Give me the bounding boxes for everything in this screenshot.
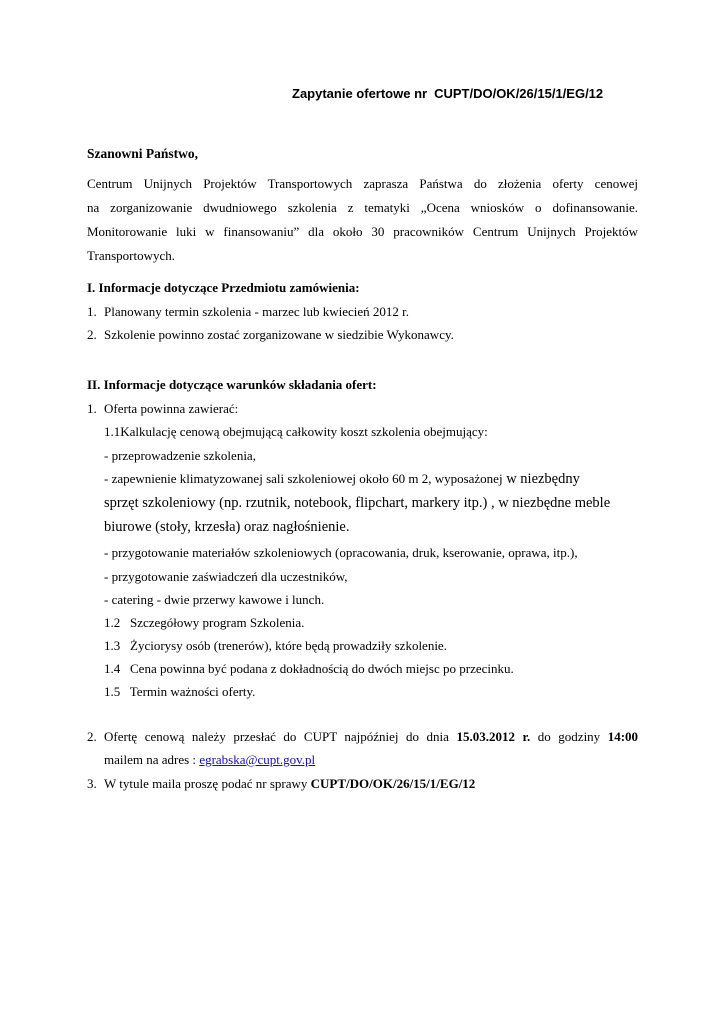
section2-item-3 bbox=[87, 776, 475, 792]
intro-line: na zorganizowanie dwudniowego szkolenia z tematyki „Ocena wniosków o dofinansowanie. bbox=[87, 200, 638, 215]
item-number: 2. bbox=[87, 327, 97, 342]
title-reference: CUPT/DO/OK/26/15/1/EG/12 bbox=[434, 86, 604, 101]
item-text: Oferta powinna zawierać: bbox=[104, 401, 239, 416]
dash-text: w niezbędny bbox=[502, 471, 580, 487]
dash-item-continued: biurowe (stoły, krzesła) oraz nagłośnienie. bbox=[104, 519, 350, 535]
item-number: 1. bbox=[87, 401, 97, 416]
dash-item: - przygotowanie zaświadczeń dla uczestników, bbox=[104, 569, 348, 584]
intro-line: Monitorowanie luki w finansowaniu” dla około 30 pracowników Centrum Unijnych Projektów bbox=[87, 224, 638, 239]
section2-item-1 bbox=[87, 401, 238, 417]
subitem-1-4: 1.4 Cena powinna być podana z dokładnością do dwóch miejsc po przecinku. bbox=[104, 661, 514, 676]
email-link[interactable]: egrabska@cupt.gov.pl bbox=[199, 752, 316, 767]
subitem-1-2: 1.2 Szczegółowy program Szkolenia. bbox=[104, 615, 305, 630]
section2-heading: II. Informacje dotyczące warunków składania ofert: bbox=[87, 377, 377, 392]
intro-line: Centrum Unijnych Projektów Transportowych zaprasza Państwa do złożenia oferty cenowej bbox=[87, 176, 638, 191]
intro-line: Transportowych. bbox=[87, 248, 175, 263]
dash-item: - catering - dwie przerwy kawowe i lunch. bbox=[104, 592, 325, 607]
section2-item-2 bbox=[104, 729, 638, 745]
dash-item: - przygotowanie materiałów szkoleniowych (opracowania, druk, kserowanie, oprawa, itp.), bbox=[104, 545, 578, 560]
document-title bbox=[292, 86, 603, 101]
dash-item: - przeprowadzenie szkolenia, bbox=[104, 448, 256, 463]
item-text: Szkolenie powinno zostać zorganizowane w siedzibie Wykonawcy. bbox=[104, 327, 454, 342]
item-text: Planowany termin szkolenia - marzec lub kwiecień 2012 r. bbox=[104, 304, 410, 319]
section1-item bbox=[87, 327, 454, 343]
title-prefix: Zapytanie ofertowe nr bbox=[292, 86, 428, 101]
case-reference: CUPT/DO/OK/26/15/1/EG/12 bbox=[310, 776, 476, 791]
item-text: do godziny bbox=[537, 729, 601, 744]
section1-item bbox=[87, 304, 409, 320]
dash-item bbox=[104, 471, 580, 488]
item-text: W tytule maila proszę podać nr sprawy bbox=[104, 776, 308, 791]
dash-text: - zapewnienie klimatyzowanej sali szkoleniowej około 60 m 2, wyposażonej bbox=[104, 471, 503, 486]
item-number: 2. bbox=[87, 729, 97, 744]
greeting: Szanowni Państwo, bbox=[87, 146, 199, 161]
item-number: 3. bbox=[87, 776, 97, 791]
deadline-time: 14:00 bbox=[607, 729, 639, 744]
item-text: Ofertę cenową należy przesłać do CUPT najpóźniej do dnia bbox=[104, 729, 449, 744]
email-prefix: mailem na adres : bbox=[104, 752, 200, 767]
intro-paragraph bbox=[87, 172, 638, 268]
subitem-1-5: 1.5 Termin ważności oferty. bbox=[104, 684, 256, 699]
deadline-date: 15.03.2012 r. bbox=[456, 729, 531, 744]
item-number: 1. bbox=[87, 304, 97, 319]
dash-item-continued: sprzęt szkoleniowy (np. rzutnik, notebook, flipchart, markery itp.) , w niezbędne meble bbox=[104, 495, 611, 511]
email-line bbox=[104, 752, 315, 768]
section1-heading: I. Informacje dotyczące Przedmiotu zamówienia: bbox=[87, 280, 360, 295]
subitem-1-3: 1.3 Życiorysy osób (trenerów), które będą prowadziły szkolenie. bbox=[104, 638, 447, 653]
subitem-1-1: 1.1Kalkulację cenową obejmującą całkowity koszt szkolenia obejmujący: bbox=[104, 424, 488, 439]
